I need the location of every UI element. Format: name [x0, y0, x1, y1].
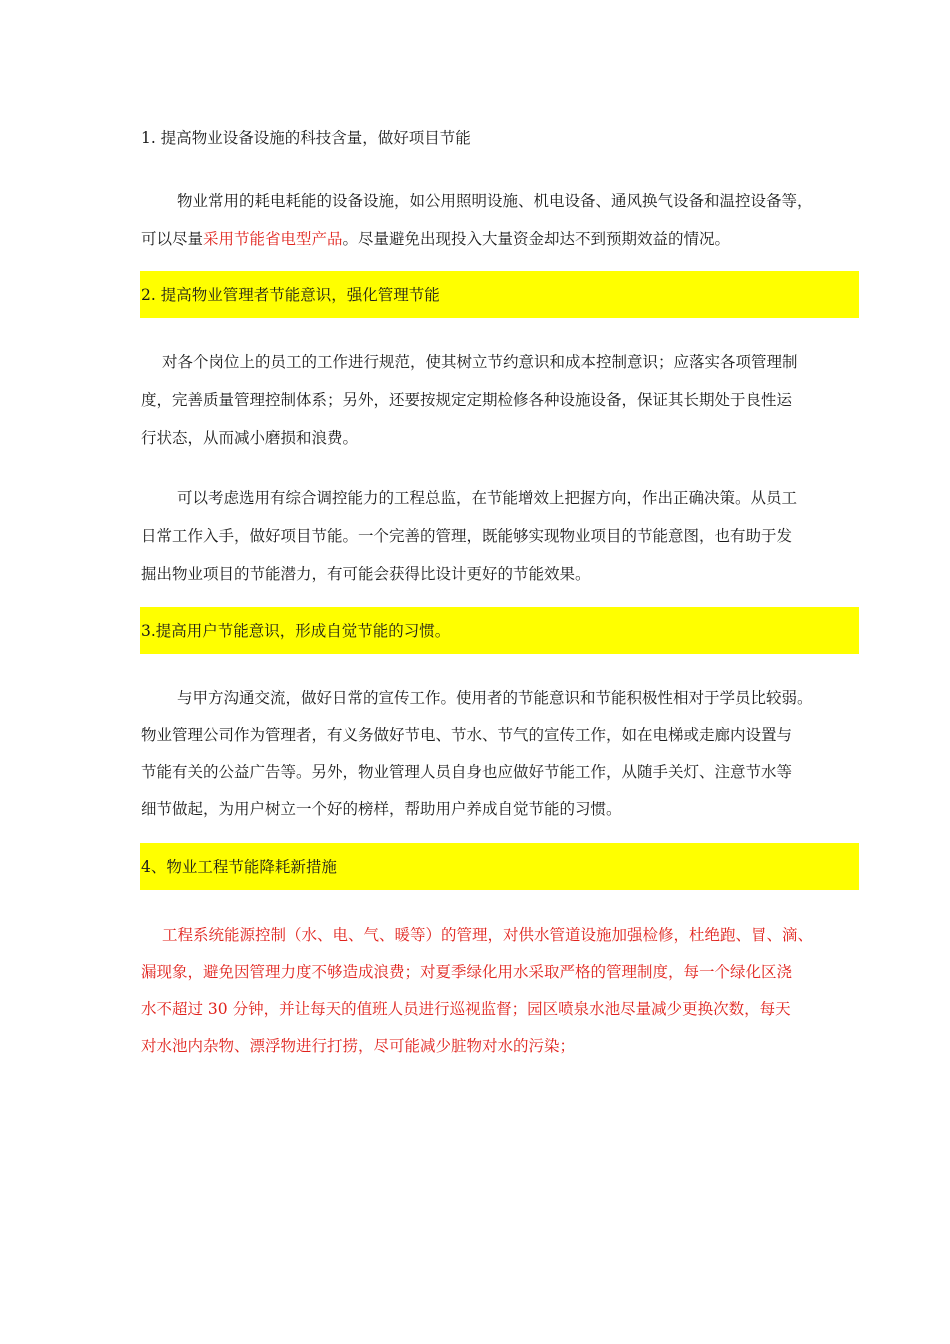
section-1-para-line: 物业常用的耗电耗能的设备设施，如公用照明设施、机电设备、通风换气设备和温控设备等， — [177, 192, 813, 210]
section-3-para-line: 细节做起，为用户树立一个好的榜样，帮助用户养成自觉节能的习惯。 — [141, 800, 622, 818]
section-2-para2-line: 掘出物业项目的节能潜力，有可能会获得比设计更好的节能效果。 — [141, 565, 591, 583]
section-4-heading-highlight — [140, 843, 859, 890]
red-emphasis-text: 采用节能省电型产品 — [203, 230, 343, 248]
section-1-heading: 1. 提高物业设备设施的科技含量，做好项目节能 — [141, 129, 471, 147]
section-2-para-line: 对各个岗位上的员工的工作进行规范，使其树立节约意识和成本控制意识；应落实各项管理制 — [162, 353, 798, 371]
section-3-para-line: 与甲方沟通交流，做好日常的宣传工作。使用者的节能意识和节能积极性相对于学员比较弱。 — [177, 689, 813, 707]
section-4-para-line: 漏现象，避免因管理力度不够造成浪费；对夏季绿化用水采取严格的管理制度，每一个绿化区浇 — [141, 963, 793, 981]
section-2-para-line: 度，完善质量管理控制体系；另外，还要按规定定期检修各种设施设备，保证其长期处于良性运 — [141, 391, 793, 409]
plain-text: 。尽量避免出现投入大量资金却达不到预期效益的情况。 — [342, 230, 731, 248]
section-3-heading: 3.提高用户节能意识，形成自觉节能的习惯。 — [141, 622, 451, 640]
section-3-heading-highlight — [140, 607, 859, 654]
section-4-heading: 4、物业工程节能降耗新措施 — [141, 858, 337, 876]
section-4-para-line: 工程系统能源控制（水、电、气、暖等）的管理，对供水管道设施加强检修，杜绝跑、冒、滴、 — [162, 926, 814, 944]
section-2-heading-highlight — [140, 271, 859, 318]
section-3-para-line: 节能有关的公益广告等。另外，物业管理人员自身也应做好节能工作，从随手关灯、注意节水等 — [141, 763, 793, 781]
section-4-para-line: 水不超过 30 分钟，并让每天的值班人员进行巡视监督；园区喷泉水池尽量减少更换次数，每天 — [141, 1000, 791, 1018]
section-1-para-line — [141, 229, 730, 249]
section-4-para-line: 对水池内杂物、漂浮物进行打捞，尽可能减少脏物对水的污染； — [141, 1037, 576, 1055]
section-2-heading: 2. 提高物业管理者节能意识，强化管理节能 — [141, 286, 440, 304]
section-2-para2-line: 日常工作入手，做好项目节能。一个完善的管理，既能够实现物业项目的节能意图，也有助于发 — [141, 527, 793, 545]
section-2-para-line: 行状态，从而减小磨损和浪费。 — [141, 429, 359, 447]
plain-text: 可以尽量 — [141, 230, 204, 248]
section-2-para2-line: 可以考虑选用有综合调控能力的工程总监，在节能增效上把握方向，作出正确决策。从员工 — [177, 489, 798, 507]
section-3-para-line: 物业管理公司作为管理者，有义务做好节电、节水、节气的宣传工作，如在电梯或走廊内设置与 — [141, 726, 793, 744]
